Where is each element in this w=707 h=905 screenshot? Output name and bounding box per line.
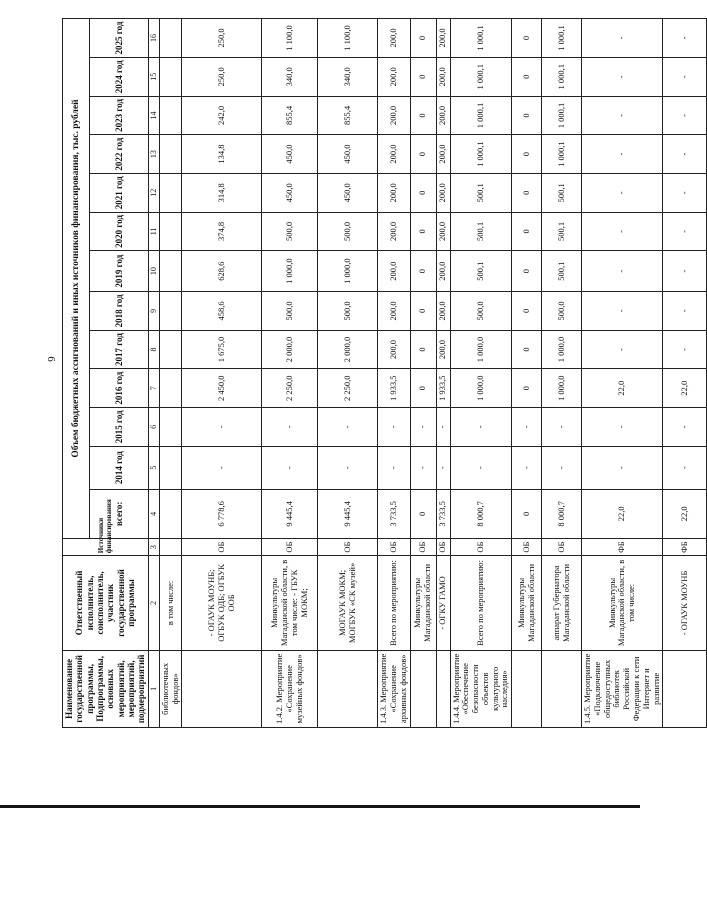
cell-year-value: - xyxy=(512,446,542,489)
cell-source: ОБ xyxy=(182,539,262,556)
table-row xyxy=(182,19,262,728)
cell-year-value: 1 933,5 xyxy=(436,369,450,408)
cell-source: ОБ xyxy=(512,539,542,556)
column-number: 5 xyxy=(148,446,159,489)
cell-year-value: 200,0 xyxy=(378,96,410,135)
cell-year-value: 0 xyxy=(512,19,542,58)
header-year: 2025 год xyxy=(90,19,148,58)
cell-total: 8 000,7 xyxy=(542,489,582,538)
cell-year-value: 200,0 xyxy=(378,19,410,58)
cell-year-value: - xyxy=(663,173,707,212)
cell-year-value: - xyxy=(663,212,707,251)
cell-total: 9 445,4 xyxy=(318,489,378,538)
header-year: 2018 год xyxy=(90,292,148,331)
cell-name xyxy=(410,650,436,727)
cell-year-value: 628,6 xyxy=(182,251,262,292)
cell-year-value: 0 xyxy=(512,212,542,251)
cell-year-value: - xyxy=(262,446,318,489)
cell-year-value: 340,0 xyxy=(318,57,378,96)
cell-year-value: 1 000,1 xyxy=(450,19,512,58)
cell-year-value: 1 000,0 xyxy=(450,369,512,408)
cell-year-value: - xyxy=(450,408,512,447)
financing-table xyxy=(62,18,707,728)
cell-year-value: 500,0 xyxy=(318,212,378,251)
header-responsible: Ответственный исполнитель, соисполнитель, участник государственной программы xyxy=(63,556,149,651)
cell-year-value: 22,0 xyxy=(582,369,663,408)
cell-year-value: - xyxy=(512,408,542,447)
header-year: 2017 год xyxy=(90,330,148,369)
cell-responsible: - ОГАУК МОУНБ; ОГБУК ОДБ; ОГБУК ООБ xyxy=(182,556,262,651)
cell-year-value: 200,0 xyxy=(436,96,450,135)
cell-source: ОБ xyxy=(436,539,450,556)
cell-year-value: 0 xyxy=(410,330,436,369)
cell-year-value: - xyxy=(663,57,707,96)
column-number: 4 xyxy=(148,489,159,538)
cell-year-value: - xyxy=(542,408,582,447)
cell-responsible: МОГАУК МОКМ; МОГБУК «СК музей» xyxy=(318,556,378,651)
cell-year-value: 134,8 xyxy=(182,135,262,174)
cell-name xyxy=(436,650,450,727)
cell-name: 1.4.2. Мероприятие «Сохранение музейных фондов» xyxy=(262,650,318,727)
header-year: 2016 год xyxy=(90,369,148,408)
cell-total: 22,0 xyxy=(582,489,663,538)
cell-year-value: 500,1 xyxy=(542,173,582,212)
rotated-table-frame xyxy=(62,18,689,728)
cell-year-value: - xyxy=(182,408,262,447)
cell-year-value: 0 xyxy=(410,212,436,251)
cell-year-value xyxy=(159,57,182,96)
cell-source: ФБ xyxy=(663,539,707,556)
table-row xyxy=(663,19,707,728)
header-total: всего: xyxy=(90,489,148,538)
header-year: 2014 год xyxy=(90,446,148,489)
cell-year-value: - xyxy=(182,446,262,489)
cell-responsible: Минкультуры Магаданской области xyxy=(410,556,436,651)
cell-year-value: - xyxy=(582,57,663,96)
cell-year-value: 250,0 xyxy=(182,57,262,96)
cell-year-value: 2 000,0 xyxy=(318,330,378,369)
cell-year-value: 200,0 xyxy=(378,251,410,292)
cell-year-value: 0 xyxy=(410,135,436,174)
cell-name: библиотечных фондов» xyxy=(159,650,182,727)
cell-year-value: 1 000,1 xyxy=(450,57,512,96)
header-source-text: Источники финансирования xyxy=(97,499,114,554)
table-row xyxy=(512,19,542,728)
cell-year-value: - xyxy=(663,292,707,331)
cell-year-value: - xyxy=(378,408,410,447)
cell-source xyxy=(159,539,182,556)
column-number: 3 xyxy=(148,539,159,556)
cell-year-value: - xyxy=(582,292,663,331)
cell-year-value: 0 xyxy=(410,96,436,135)
cell-year-value: 500,0 xyxy=(262,292,318,331)
cell-year-value xyxy=(159,446,182,489)
cell-year-value: - xyxy=(663,408,707,447)
cell-total xyxy=(159,489,182,538)
table-row xyxy=(262,19,318,728)
cell-year-value: 200,0 xyxy=(378,330,410,369)
cell-year-value: 0 xyxy=(512,330,542,369)
cell-name xyxy=(663,650,707,727)
cell-year-value: 340,0 xyxy=(262,57,318,96)
cell-year-value: 200,0 xyxy=(378,57,410,96)
cell-year-value: - xyxy=(582,135,663,174)
cell-year-value: - xyxy=(378,446,410,489)
cell-responsible: аппарат Губернатора Магаданской области xyxy=(542,556,582,651)
cell-year-value: - xyxy=(582,173,663,212)
cell-year-value: 1 000,1 xyxy=(542,19,582,58)
cell-year-value: 1 000,0 xyxy=(262,251,318,292)
cell-responsible: Минкультуры Магаданской области, в том числе: - ГБУК МОКМ; xyxy=(262,556,318,651)
cell-year-value: 1 100,0 xyxy=(262,19,318,58)
cell-year-value: 200,0 xyxy=(378,173,410,212)
cell-year-value: 200,0 xyxy=(436,292,450,331)
cell-year-value: 0 xyxy=(512,96,542,135)
column-number: 16 xyxy=(148,19,159,58)
cell-year-value: 314,8 xyxy=(182,173,262,212)
cell-year-value: 0 xyxy=(410,292,436,331)
cell-year-value: 200,0 xyxy=(436,330,450,369)
cell-year-value: - xyxy=(318,408,378,447)
cell-year-value: - xyxy=(663,251,707,292)
cell-year-value: 1 000,0 xyxy=(542,330,582,369)
cell-year-value xyxy=(159,135,182,174)
cell-year-value: 0 xyxy=(410,251,436,292)
cell-year-value: - xyxy=(663,135,707,174)
cell-year-value: - xyxy=(663,446,707,489)
cell-year-value: - xyxy=(582,408,663,447)
cell-year-value: 500,1 xyxy=(450,251,512,292)
cell-year-value: - xyxy=(436,408,450,447)
cell-year-value: 500,1 xyxy=(450,173,512,212)
cell-year-value: 450,0 xyxy=(262,173,318,212)
column-number: 12 xyxy=(148,173,159,212)
cell-year-value xyxy=(159,330,182,369)
page-number: 6 xyxy=(45,356,57,362)
cell-year-value: - xyxy=(582,330,663,369)
table-body xyxy=(159,19,707,728)
cell-source: ОБ xyxy=(542,539,582,556)
cell-year-value: 1 000,0 xyxy=(450,330,512,369)
column-number: 8 xyxy=(148,330,159,369)
column-number: 14 xyxy=(148,96,159,135)
cell-source: ОБ xyxy=(450,539,512,556)
cell-year-value: 450,0 xyxy=(318,173,378,212)
cell-responsible: - ОГАУК МОУНБ xyxy=(663,556,707,651)
header-name: Наименование государственной программы, Подпрограммы, основных мероприятий, мероприятий, подмероприятий xyxy=(63,650,149,727)
cell-year-value: - xyxy=(582,446,663,489)
page-separator-rule xyxy=(0,805,640,808)
cell-year-value: - xyxy=(410,446,436,489)
cell-year-value: 1 000,1 xyxy=(450,96,512,135)
cell-responsible: в том числе: xyxy=(159,556,182,651)
cell-year-value xyxy=(159,19,182,58)
cell-year-value: 1 000,1 xyxy=(450,135,512,174)
cell-year-value xyxy=(159,96,182,135)
cell-year-value: 242,0 xyxy=(182,96,262,135)
table-row xyxy=(450,19,512,728)
cell-year-value: 200,0 xyxy=(436,251,450,292)
cell-year-value: 1 000,0 xyxy=(542,369,582,408)
cell-name: 1.4.5. Мероприятие «Подключение общедоступных библиотек Российской Федерации к сети Интернет и развитие xyxy=(582,650,663,727)
cell-name xyxy=(182,650,262,727)
cell-year-value: 200,0 xyxy=(436,19,450,58)
cell-year-value: 200,0 xyxy=(436,57,450,96)
cell-year-value: 450,0 xyxy=(262,135,318,174)
cell-year-value: 1 000,1 xyxy=(542,135,582,174)
cell-year-value: 500,0 xyxy=(318,292,378,331)
cell-responsible: Всего по мероприятию: xyxy=(450,556,512,651)
cell-year-value: 250,0 xyxy=(182,19,262,58)
cell-year-value: 2 450,0 xyxy=(182,369,262,408)
cell-total: 0 xyxy=(410,489,436,538)
cell-year-value xyxy=(159,408,182,447)
cell-responsible: - ОГКУ ГАМО xyxy=(436,556,450,651)
cell-year-value: 200,0 xyxy=(378,212,410,251)
cell-year-value: - xyxy=(663,96,707,135)
cell-year-value: 0 xyxy=(410,19,436,58)
cell-year-value xyxy=(159,251,182,292)
cell-source: ФБ xyxy=(582,539,663,556)
rotated-table-canvas xyxy=(62,18,689,728)
cell-year-value: - xyxy=(542,446,582,489)
table-row xyxy=(436,19,450,728)
header-year: 2023 год xyxy=(90,96,148,135)
cell-year-value: 0 xyxy=(512,173,542,212)
cell-year-value: 500,1 xyxy=(542,212,582,251)
table-row xyxy=(378,19,410,728)
cell-year-value: 0 xyxy=(410,173,436,212)
header-main: Объем бюджетных ассигнований и иных источников финансирования, тыс. рублей xyxy=(63,19,90,539)
column-number: 6 xyxy=(148,408,159,447)
cell-year-value: 500,0 xyxy=(542,292,582,331)
cell-year-value: - xyxy=(663,19,707,58)
cell-year-value: 2 250,0 xyxy=(318,369,378,408)
cell-year-value: 0 xyxy=(410,369,436,408)
cell-responsible: Минкультуры Магаданской области xyxy=(512,556,542,651)
cell-year-value xyxy=(159,212,182,251)
cell-year-value: - xyxy=(582,19,663,58)
cell-year-value: - xyxy=(582,251,663,292)
header-year: 2015 год xyxy=(90,408,148,447)
cell-total: 8 000,7 xyxy=(450,489,512,538)
column-number: 10 xyxy=(148,251,159,292)
cell-source: ОБ xyxy=(378,539,410,556)
header-year: 2021 год xyxy=(90,173,148,212)
cell-year-value xyxy=(159,369,182,408)
cell-year-value: - xyxy=(450,446,512,489)
cell-year-value: - xyxy=(582,96,663,135)
cell-total: 3 733,5 xyxy=(378,489,410,538)
cell-year-value: 855,4 xyxy=(262,96,318,135)
header-year: 2020 год xyxy=(90,212,148,251)
cell-year-value: 2 000,0 xyxy=(262,330,318,369)
cell-responsible: Всего по мероприятию: xyxy=(378,556,410,651)
cell-year-value xyxy=(159,292,182,331)
cell-name xyxy=(512,650,542,727)
cell-year-value: 1 000,1 xyxy=(542,57,582,96)
cell-year-value: 1 933,5 xyxy=(378,369,410,408)
column-number: 13 xyxy=(148,135,159,174)
cell-year-value: 1 100,0 xyxy=(318,19,378,58)
cell-name: 1.4.3. Мероприятие «Сохранение архивных фондов» xyxy=(378,650,410,727)
cell-total: 0 xyxy=(512,489,542,538)
cell-year-value: 200,0 xyxy=(436,212,450,251)
cell-year-value: 2 250,0 xyxy=(262,369,318,408)
table-row xyxy=(542,19,582,728)
cell-year-value: - xyxy=(663,330,707,369)
header-year: 2019 год xyxy=(90,251,148,292)
cell-year-value: - xyxy=(318,446,378,489)
cell-name: 1.4.4. Мероприятие «Обеспечение безопасности объектов культурного наследия» xyxy=(450,650,512,727)
column-number: 15 xyxy=(148,57,159,96)
cell-total: 9 445,4 xyxy=(262,489,318,538)
cell-name xyxy=(318,650,378,727)
cell-year-value: - xyxy=(410,408,436,447)
cell-year-value: 200,0 xyxy=(436,135,450,174)
table-row xyxy=(159,19,182,728)
column-number: 1 xyxy=(148,650,159,727)
cell-year-value: 500,0 xyxy=(262,212,318,251)
cell-year-value: - xyxy=(436,446,450,489)
cell-year-value: 22,0 xyxy=(663,369,707,408)
table-row xyxy=(318,19,378,728)
cell-year-value: 200,0 xyxy=(378,292,410,331)
header-year: 2022 год xyxy=(90,135,148,174)
cell-year-value: 855,4 xyxy=(318,96,378,135)
cell-year-value: 1 675,0 xyxy=(182,330,262,369)
column-number: 2 xyxy=(148,556,159,651)
cell-name xyxy=(542,650,582,727)
column-number: 11 xyxy=(148,212,159,251)
cell-year-value: 500,0 xyxy=(450,292,512,331)
cell-source: ОБ xyxy=(262,539,318,556)
cell-total: 22,0 xyxy=(663,489,707,538)
cell-year-value: 1 000,0 xyxy=(318,251,378,292)
cell-total: 3 733,5 xyxy=(436,489,450,538)
cell-year-value: 458,6 xyxy=(182,292,262,331)
cell-responsible: Минкультуры Магаданской области, в том числе: xyxy=(582,556,663,651)
cell-year-value: 0 xyxy=(512,369,542,408)
table-row xyxy=(582,19,663,728)
cell-year-value: 374,8 xyxy=(182,212,262,251)
cell-source: ОБ xyxy=(318,539,378,556)
cell-year-value: 0 xyxy=(512,135,542,174)
cell-total: 6 778,6 xyxy=(182,489,262,538)
cell-year-value: 500,1 xyxy=(450,212,512,251)
cell-year-value: 450,0 xyxy=(318,135,378,174)
cell-source: ОБ xyxy=(410,539,436,556)
table-row xyxy=(410,19,436,728)
column-number: 7 xyxy=(148,369,159,408)
cell-year-value xyxy=(159,173,182,212)
cell-year-value: 0 xyxy=(512,292,542,331)
cell-year-value: - xyxy=(582,212,663,251)
cell-year-value: - xyxy=(262,408,318,447)
cell-year-value: 0 xyxy=(410,57,436,96)
cell-year-value: 0 xyxy=(512,57,542,96)
cell-year-value: 200,0 xyxy=(378,135,410,174)
header-year: 2024 год xyxy=(90,57,148,96)
cell-year-value: 1 000,1 xyxy=(542,96,582,135)
cell-year-value: 200,0 xyxy=(436,173,450,212)
column-number: 9 xyxy=(148,292,159,331)
cell-year-value: 500,1 xyxy=(542,251,582,292)
cell-year-value: 0 xyxy=(512,251,542,292)
